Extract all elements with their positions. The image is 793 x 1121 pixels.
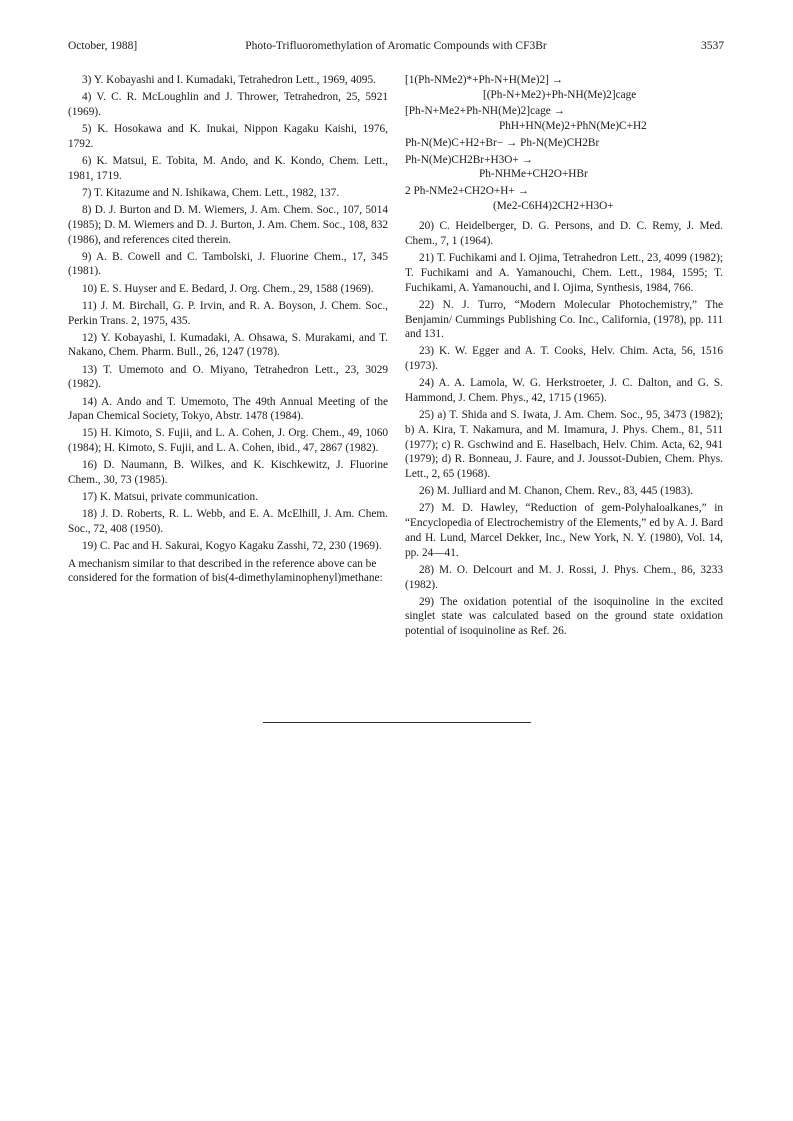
reference-item: 12) Y. Kobayashi, I. Kumadaki, A. Ohsawa, S. Murakami, and T. Nakano, Chem. Pharm. Bull., 26, 1247 (1978). bbox=[68, 331, 388, 359]
equation-line: Ph-NHMe+CH2O+HBr bbox=[479, 168, 588, 181]
reference-item: 20) C. Heidelberger, D. G. Persons, and D. C. Remy, J. Med. Chem., 7, 1 (1964). bbox=[405, 220, 723, 248]
reference-item: 7) T. Kitazume and N. Ishikawa, Chem. Lett., 1982, 137. bbox=[82, 186, 340, 199]
equation-line: (Me2-C6H4)2CH2+H3O+ bbox=[493, 199, 614, 212]
equation-line: Ph-N(Me)C+H2+Br− → Ph-N(Me)CH2Br bbox=[405, 136, 600, 149]
reference-item: 3) Y. Kobayashi and I. Kumadaki, Tetrahedron Lett., 1969, 4095. bbox=[82, 74, 376, 86]
header-date: October, 1988] bbox=[68, 40, 138, 52]
reference-item: 9) A. B. Cowell and C. Tambolski, J. Fluorine Chem., 17, 345 (1981). bbox=[68, 250, 388, 278]
reference-item: 5) K. Hosokawa and K. Inukai, Nippon Kagaku Kaishi, 1976, 1792. bbox=[68, 123, 388, 150]
reference-item: 16) D. Naumann, B. Wilkes, and K. Kischkewitz, J. Fluorine Chem., 30, 73 (1985). bbox=[68, 459, 388, 487]
reference-item: 28) M. O. Delcourt and M. J. Rossi, J. Phys. Chem., 86, 3233 (1982). bbox=[405, 563, 723, 591]
left-column bbox=[68, 73, 388, 588]
footer-rule bbox=[263, 722, 531, 723]
reference-item: 21) T. Fuchikami and I. Ojima, Tetrahedron Lett., 23, 4099 (1982); T. Fuchikami and A. Yamanouchi, Chem. Lett., 1984, 1595; T. Fuchikami, A. Yamanouchi, and I. Ojima, Synthesis, 1984, 766. bbox=[405, 252, 723, 294]
running-header bbox=[68, 40, 724, 58]
reference-item: 6) K. Matsui, E. Tobita, M. Ando, and K. Kondo, Chem. Lett., 1981, 1719. bbox=[68, 155, 388, 182]
reference-item: 18) J. D. Roberts, R. L. Webb, and E. A. McElhill, J. Am. Chem. Soc., 72, 408 (1950). bbox=[68, 508, 388, 536]
equation-line: [1(Ph-NMe2)*+Ph-N+H(Me)2] → bbox=[405, 74, 564, 86]
reference-item: 24) A. A. Lamola, W. G. Herkstroeter, J. C. Dalton, and G. S. Hammond, J. Chem. Phys., 42, 1715 (1965). bbox=[405, 377, 723, 405]
equation-line: 2 Ph-NMe2+CH2O+H+ → bbox=[405, 184, 529, 197]
reference-item: 17) K. Matsui, private communication. bbox=[82, 491, 259, 504]
reference-item: 19) C. Pac and H. Sakurai, Kogyo Kagaku Zasshi, 72, 230 (1969). bbox=[82, 540, 382, 553]
equation-line: PhH+HN(Me)2+PhN(Me)C+H2 bbox=[499, 120, 647, 133]
header-title: Photo-Trifluoromethylation of Aromatic Compounds with CF3Br bbox=[245, 40, 547, 52]
reference-item: 11) J. M. Birchall, G. P. Irvin, and R. A. Boyson, J. Chem. Soc., Perkin Trans. 2, 1975, 435. bbox=[68, 299, 388, 327]
reference-item: 15) H. Kimoto, S. Fujii, and L. A. Cohen, J. Org. Chem., 49, 1060 (1984); H. Kimoto, S. Fujii, and L. A. Cohen, ibid., 47, 2867 (1982). bbox=[68, 427, 388, 455]
reference-list-right bbox=[405, 219, 723, 638]
equation-line: Ph-N(Me)CH2Br+H3O+ → bbox=[405, 153, 533, 166]
reference-list-left bbox=[68, 73, 388, 554]
reference-item: 4) V. C. R. McLoughlin and J. Thrower, Tetrahedron, 25, 5921 (1969). bbox=[68, 91, 388, 118]
reference-item: 14) A. Ando and T. Umemoto, The 49th Annual Meeting of the Japan Chemical Society, Tokyo, Abstr. 1478 (1984). bbox=[68, 395, 388, 423]
header-page-number: 3537 bbox=[701, 40, 724, 52]
mechanism-equations bbox=[405, 73, 723, 213]
mechanism-paragraph: A mechanism similar to that described in the reference above can be considered for the formation of bis(4-dimethylaminophenyl)methane: bbox=[68, 557, 383, 585]
reference-item: 8) D. J. Burton and D. M. Wiemers, J. Am. Chem. Soc., 107, 5014 (1985); D. M. Wiemers and D. J. Burton, J. Am. Chem. Soc., 108, 832 (1986), and references cited therein. bbox=[68, 204, 388, 246]
reference-item: 29) The oxidation potential of the isoquinoline in the excited singlet state was calculated based on the ground state oxidation potential of isoquinoline as Ref. 26. bbox=[405, 595, 723, 638]
reference-item: 13) T. Umemoto and O. Miyano, Tetrahedron Lett., 23, 3029 (1982). bbox=[68, 363, 388, 391]
reference-item: 22) N. J. Turro, “Modern Molecular Photochemistry,” The Benjamin/ Cummings Publishing Co. Inc., California, (1978), pp. 111 and 131. bbox=[405, 298, 723, 341]
reference-item: 25) a) T. Shida and S. Iwata, J. Am. Chem. Soc., 95, 3473 (1982); b) A. Kira, T. Nakamura, and M. Imamura, J. Phys. Chem., 81, 511 (1977); c) R. Gschwind and E. Haselbach, Helv. Chim. Acta, 62, 941 (1979); d) R. Bonneau, J. Faure, and J. Joussot-Dubien, Chem. Phys. Lett., 2, 65 (1968). bbox=[405, 409, 723, 481]
reference-item: 10) E. S. Huyser and E. Bedard, J. Org. Chem., 29, 1588 (1969). bbox=[82, 282, 374, 295]
reference-item: 26) M. Julliard and M. Chanon, Chem. Rev., 83, 445 (1983). bbox=[419, 485, 694, 498]
reference-item: 27) M. D. Hawley, “Reduction of gem-Polyhaloalkanes,” in “Encyclopedia of Electrochemistry of the Elements,” ed by A. J. Bard and H. Lund, Marcel Dekker, Inc., New York, N. Y. (1980), Vol. 14, pp. 24—41. bbox=[405, 502, 723, 559]
reference-item: 23) K. W. Egger and A. T. Cooks, Helv. Chim. Acta, 56, 1516 (1973). bbox=[405, 345, 723, 373]
equation-line: [(Ph-N+Me2)+Ph-NH(Me)2]cage bbox=[483, 88, 637, 101]
right-column bbox=[405, 73, 723, 641]
equation-line: [Ph-N+Me2+Ph-NH(Me)2]cage → bbox=[405, 105, 565, 118]
